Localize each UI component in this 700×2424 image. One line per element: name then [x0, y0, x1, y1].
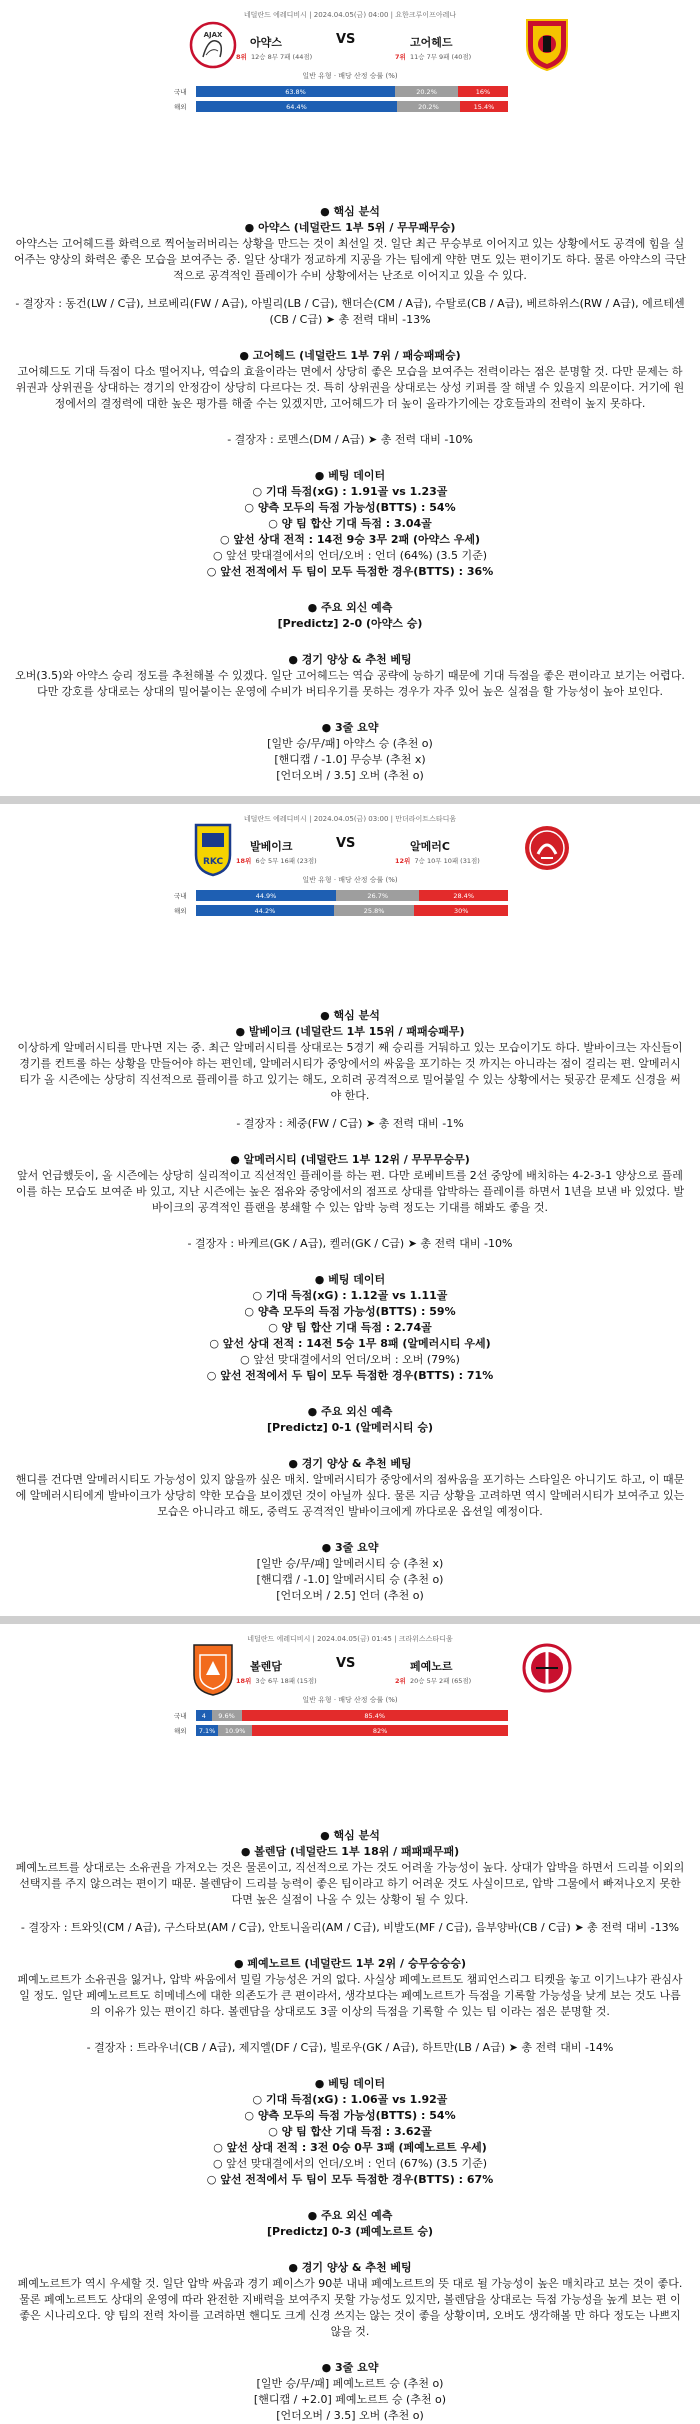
odds-away-seg: 16%	[458, 86, 508, 97]
almere-logo-icon	[522, 818, 572, 876]
odds-draw-seg: 26.7%	[336, 890, 419, 901]
away-analysis-heading: ● 고어헤드 (네덜란드 1부 7위 / 패승패패승)	[239, 349, 461, 362]
betting-data-title: ● 베팅 데이터	[314, 1273, 386, 1286]
analysis-body	[0, 1008, 700, 1616]
bet-line: ○ 기대 득점(xG) : 1.06골 vs 1.92골	[252, 2093, 448, 2106]
bet-line: ○ 앞선 상대 전적 : 3전 0승 0무 3패 (페예노르트 우세)	[213, 2141, 487, 2154]
away-team-name: 알메러C	[410, 840, 450, 853]
bet-line: ○ 앞선 전적에서 두 팀이 모두 득점한 경우(BTTS) : 67%	[206, 2173, 494, 2186]
odds-home-seg: 44.9%	[196, 890, 336, 901]
svg-text:RKC: RKC	[202, 857, 224, 867]
bet-line: ○ 기대 득점(xG) : 1.91골 vs 1.23골	[252, 485, 448, 498]
bet-line: ○ 양 팀 합산 기대 득점 : 3.62골	[268, 2125, 432, 2138]
match-header	[0, 1624, 700, 1704]
summary-line: [핸디캡 / -1.0] 무승부 (추천 x)	[274, 753, 426, 766]
away-analysis-text: 앞서 언급했듯이, 올 시즌에는 상당히 실리적이고 직선적인 플레이를 하는 편. 다만 로베비트를 2선 중앙에 배치하는 4-2-3-1 양상으로 플레이를 하는 모습도 보여준 바 있고, 지난 시즌에는 높은 점유와 중앙에서의 점프로 상대를 압박하는 플레이를 하면서 1년을 보낸 바 있었다. 발바이크의 공격적인 플랜을 봉쇄할 수 있는 압박 능력 정도는 기대를 해봐도 좋을 것.	[15, 1169, 685, 1214]
odds-draw-seg: 20.2%	[397, 101, 460, 112]
analysis-body	[0, 204, 700, 796]
odds-title: 일반 유형 · 배당 산정 승률 (%)	[302, 1696, 398, 1704]
home-analysis-text: 페예노르트를 상대로는 소유권을 가져오는 것은 물론이고, 직선적으로 가는 것도 어려울 가능성이 높다. 상대가 압박을 하면서 드리블 이외의 선택지를 주지 않으려는 편이기 때문. 볼렌담이 드리블 능력이 좋은 팀이라고 하기 어려운 것도 사실이므로, 압박 그물에서 빠져나오지 못한다면 높은 실점이 나올 수 있는 상황이 될 수 있다.	[15, 1861, 685, 1906]
summary-line: [핸디캡 / +2.0] 페예노르트 승 (추천 o)	[253, 2393, 447, 2406]
feyenoord-logo-icon	[522, 1638, 572, 1696]
odds-draw-seg: 20.2%	[395, 86, 458, 97]
summary-line: [일반 승/무/패] 알메러시티 승 (추천 x)	[256, 1557, 444, 1570]
away-analysis-text: 고어헤드도 기대 득점이 다소 떨어지나, 역습의 효율이라는 면에서 상당히 좋은 모습을 보여주는 전력이라는 점은 분명할 것. 다만 문제는 하위권과 상위권을 상대하는 경기의 안정감이 상당히 다르다는 것. 특히 상위권을 상대로는 상성 키퍼를 잘 해낼 수 있을지 의문이다. 거기에 원정에서의 결정력에 대한 높은 평가를 해줄 수는 있겠지만, 고어헤드가 더 높이 올라가기에는 강호들과의 전력이 높지 못하다.	[15, 365, 685, 410]
away-team-name: 페예노르	[410, 1660, 453, 1673]
summary-line: [핸디캡 / -1.0] 알메러시티 승 (추천 o)	[256, 1573, 444, 1586]
odds-bar-overseas: 해외 44.2% 25.8% 30%	[196, 905, 508, 916]
odds-home-seg: 44.2%	[196, 905, 334, 916]
away-analysis-text: 페예노르트가 소유권을 잃거나, 압박 싸움에서 밀릴 가능성은 거의 없다. 사실상 페예노르트도 챔피언스리그 티켓을 놓고 이기느냐가 관심사일 정도. 일단 페예노르트도 히메네스에 대한 의존도가 큰 편이라서, 생각보다는 페예노르트가 득점을 기록할 가능성을 낮게 보는 것도 나름의 이유가 있는 편이긴 하다. 볼렌담을 상대로도 3골 이상의 득점을 기록할 수 있는 팀 이라는 점은 분명할 것.	[17, 1973, 683, 2018]
home-injuries: - 결장자 : 체중(FW / C급) ➤ 총 전력 대비 -1%	[236, 1117, 464, 1130]
flow-title: ● 경기 양상 & 추천 베팅	[288, 2261, 412, 2274]
flow-text: 오버(3.5)와 아약스 승리 정도를 추천해볼 수 있겠다. 일단 고어헤드는 역습 공략에 능하기 때문에 기대 득점을 좋은 편이라고 보기는 어렵다. 다만 강호를 상대로는 상대의 밀어붙이는 운영에 수비가 버티우기를 못하는 경우가 자주 있어 높은 실점을 할 가능성이 높아 보인다.	[15, 669, 685, 698]
odds-title: 일반 유형 · 배당 산정 승률 (%)	[302, 72, 398, 80]
betting-data-title: ● 베팅 데이터	[314, 469, 386, 482]
odds-away-seg: 28.4%	[419, 890, 508, 901]
odds-bar-domestic: 국내 4 9.6% 85.4%	[196, 1710, 508, 1721]
bet-line: ○ 양측 모두의 득점 가능성(BTTS) : 59%	[244, 1305, 456, 1318]
analysis-body	[0, 1828, 700, 2424]
summary-line: [언더오버 / 2.5] 언더 (추천 o)	[276, 1589, 424, 1602]
prediction-title: ● 주요 외신 예측	[307, 601, 393, 614]
match-header	[0, 0, 700, 80]
vs-label: VS	[336, 836, 356, 851]
core-analysis-title: ● 핵심 분석	[320, 205, 380, 218]
league-line: 네덜란드 에레디비시 | 2024.04.05(금) 04:00 | 요한크루이프아레나	[243, 11, 457, 19]
odds-home-seg: 64.4%	[196, 101, 397, 112]
core-analysis-title: ● 핵심 분석	[320, 1009, 380, 1022]
odds-bar-domestic: 국내 63.8% 20.2% 16%	[196, 86, 508, 97]
bet-line: ○ 앞선 상대 전적 : 14전 5승 1무 8패 (알메러시티 우세)	[209, 1337, 491, 1350]
flow-title: ● 경기 양상 & 추천 베팅	[288, 653, 412, 666]
home-team-name: 볼렌담	[250, 1660, 282, 1673]
away-injuries: - 결장자 : 로멘스(DM / A급) ➤ 총 전력 대비 -10%	[227, 433, 473, 446]
summary-line: [언더오버 / 3.5] 오버 (추천 o)	[276, 2409, 424, 2422]
match-header	[0, 804, 700, 884]
home-analysis-heading: ● 아약스 (네덜란드 1부 5위 / 무무패무승)	[244, 221, 456, 234]
home-analysis-heading: ● 볼렌담 (네덜란드 1부 18위 / 패패패무패)	[240, 1845, 460, 1858]
home-analysis-text: 아약스는 고어헤드를 화력으로 찍어눌러버리는 상황을 만드는 것이 최선일 것. 일단 최근 무승부로 이어지고 있는 상황에서도 공격에 힘을 실어주는 양상의 화력은 좋은 모습을 보여주는 중. 일단 상대가 정교하게 지공을 가는 팀에게 약한 면도 있는 편이기도 하다. 물론 아약스의 극단적으로 공격적인 플레이가 수비 상황에서는 난조로 이어지고 있을 수 있다.	[14, 237, 686, 282]
goahead-logo-icon	[522, 14, 572, 72]
away-record: 2위 20승 5무 2패 (65점)	[395, 1677, 472, 1685]
bet-line: ○ 앞선 전적에서 두 팀이 모두 득점한 경우(BTTS) : 71%	[206, 1369, 494, 1382]
summary-line: [일반 승/무/패] 페예노르트 승 (추천 o)	[256, 2377, 444, 2390]
home-analysis-text: 이상하게 알메러시티를 만나면 지는 중. 최근 알메러시티를 상대로는 5경기 째 승리를 거둬하고 있는 모습이기도 하다. 발바이크는 자신들이 경기를 컨트롤 하는 상황을 만들어야 하는 편인데, 알메러시티가 중앙에서의 싸움을 포기하는 것 까지는 아니라는 점이 걸리는 편. 알메러시티가 올 시즌에는 상당히 직선적으로 플레이를 하고 있기는 해도, 오히려 공격적으로 밀어붙일 수 있는 상황에서는 뒷공간 문제도 신경을 써야 한다.	[17, 1041, 683, 1102]
bet-line: ○ 양측 모두의 득점 가능성(BTTS) : 54%	[244, 2109, 456, 2122]
home-record: 18위 6승 5무 16패 (23점)	[236, 857, 317, 865]
vs-label: VS	[336, 1656, 356, 1671]
core-analysis-title: ● 핵심 분석	[320, 1829, 380, 1842]
vs-label: VS	[336, 32, 356, 47]
odds-bar-domestic: 국내 44.9% 26.7% 28.4%	[196, 890, 508, 901]
summary-line: [일반 승/무/패] 아약스 승 (추천 o)	[267, 737, 433, 750]
rkc-logo-icon	[188, 821, 238, 877]
flow-text: 핸디를 건다면 알메러시티도 가능성이 있지 않을까 싶은 매치. 알메러시티가 중앙에서의 점싸움을 포기하는 스타일은 아니기도 하고, 이 때문에 알메러시티에게 발바이크가 상당히 약한 모습을 보이겠던 것이 아닐까 싶다. 물론 지금 상황을 고려하면 역시 알메러시티가 보여주고 있는 모습은 아니라고 해도, 중력도 공격적인 발바이크에게 까다로운 옵션일 예정이다.	[15, 1473, 685, 1518]
league-line: 네덜란드 에레디비시 | 2024.04.05(금) 03:00 | 만더라이트스타디움	[243, 815, 457, 823]
section-divider	[0, 1616, 700, 1624]
odds-draw-seg: 9.6%	[212, 1710, 242, 1721]
bet-line: ○ 기대 득점(xG) : 1.12골 vs 1.11골	[252, 1289, 448, 1302]
prediction-text: [Predictz] 0-1 (알메러시티 승)	[267, 1421, 433, 1434]
home-team-name: 발베이크	[250, 840, 293, 853]
prediction-title: ● 주요 외신 예측	[307, 1405, 393, 1418]
odds-away-seg: 85.4%	[242, 1710, 508, 1721]
bet-line: ○ 양 팀 합산 기대 득점 : 2.74골	[268, 1321, 432, 1334]
flow-text: 페예노르트가 역시 우세할 것. 일단 압박 싸움과 경기 페이스가 90분 내내 페예노르트의 뜻 대로 될 가능성이 높은 매치라고 보는 것이 좋다. 물론 페예노르트도 상대의 운영에 따라 완전한 지배력을 보여주지 못할 가능성도 있지만, 볼렌담을 상대로는 득점 가능성을 높게 보는 편 이 좋은 시나리오다. 양 팀의 전력 차이를 고려하면 핸디도 크게 신경 쓰지는 않는 것이 좋을 상황이며, 오버도 생각해볼 만 하다 정도는 나쁘지 않을 것.	[17, 2277, 683, 2338]
odds-away-seg: 15.4%	[460, 101, 508, 112]
odds-away-seg: 30%	[414, 905, 508, 916]
summary-line: [언더오버 / 3.5] 오버 (추천 o)	[276, 769, 424, 782]
odds-title: 일반 유형 · 배당 산정 승률 (%)	[302, 876, 398, 884]
odds-draw-seg: 10.9%	[218, 1725, 252, 1736]
svg-text:AJAX: AJAX	[203, 31, 223, 39]
prediction-text: [Predictz] 0-3 (페예노르트 승)	[267, 2225, 433, 2238]
away-team-name: 고어헤드	[410, 36, 453, 49]
bet-line: ○ 앞선 맞대결에서의 언더/오버 : 언더 (64%) (3.5 기준)	[212, 549, 488, 562]
flow-title: ● 경기 양상 & 추천 베팅	[288, 1457, 412, 1470]
bet-line: ○ 앞선 전적에서 두 팀이 모두 득점한 경우(BTTS) : 36%	[206, 565, 494, 578]
away-record: 7위 11승 7무 9패 (40점)	[395, 53, 472, 61]
ajax-logo-icon	[188, 17, 238, 73]
odds-bar-overseas: 해외 7.1% 10.9% 82%	[196, 1725, 508, 1736]
home-injuries: - 결장자 : 트와잇(CM / A급), 구스타보(AM / C급), 안토니올리(AM / C급), 비발도(MF / C급), 음부양바(CB / C급) ➤ 총 전력 대비 -13%	[20, 1921, 680, 1934]
summary-title: ● 3줄 요약	[321, 721, 379, 734]
prediction-title: ● 주요 외신 예측	[307, 2209, 393, 2222]
bet-line: ○ 앞선 상대 전적 : 14전 9승 3무 2패 (아약스 우세)	[219, 533, 480, 546]
summary-title: ● 3줄 요약	[321, 2361, 379, 2374]
match-card-1	[0, 0, 700, 796]
match-card-3	[0, 1624, 700, 2424]
bet-line: ○ 앞선 맞대결에서의 언더/오버 : 오버 (79%)	[240, 1353, 460, 1366]
home-record: 18위 3승 6무 18패 (15점)	[236, 1677, 317, 1685]
home-analysis-heading: ● 발베이크 (네덜란드 1부 15위 / 패패승패무)	[235, 1025, 465, 1038]
odds-home-seg: 63.8%	[196, 86, 395, 97]
summary-title: ● 3줄 요약	[321, 1541, 379, 1554]
odds-draw-seg: 25.8%	[334, 905, 414, 916]
home-team-name: 아약스	[250, 36, 282, 49]
home-injuries: - 결장자 : 동건(LW / C급), 브로베리(FW / A급), 아빌리(LB / C급), 핸더슨(CM / A급), 수탈로(CB / A급), 베르하위스(RW / A급), 에르테센(CB / C급) ➤ 총 전력 대비 -13%	[15, 297, 685, 326]
odds-bar-overseas: 해외 64.4% 20.2% 15.4%	[196, 101, 508, 112]
away-analysis-heading: ● 페예노르트 (네덜란드 1부 2위 / 승무승승승)	[234, 1957, 466, 1970]
away-record: 12위 7승 10무 10패 (31점)	[395, 857, 480, 865]
odds-home-seg: 4	[196, 1710, 212, 1721]
betting-data-title: ● 베팅 데이터	[314, 2077, 386, 2090]
away-analysis-heading: ● 알메러시티 (네덜란드 1부 12위 / 무무무승무)	[230, 1153, 470, 1166]
away-injuries: - 결장자 : 트라우너(CB / A급), 제지엘(DF / C급), 빌로우(GK / A급), 하트만(LB / A급) ➤ 총 전력 대비 -14%	[86, 2041, 614, 2054]
volendam-logo-icon	[188, 1641, 238, 1697]
odds-home-seg: 7.1%	[196, 1725, 218, 1736]
home-record: 8위 12승 8무 7패 (44점)	[236, 53, 313, 61]
match-card-2	[0, 804, 700, 1616]
prediction-text: [Predictz] 2-0 (아약스 승)	[277, 617, 423, 630]
bet-line: ○ 양 팀 합산 기대 득점 : 3.04골	[268, 517, 432, 530]
away-injuries: - 결장자 : 바케르(GK / A급), 켈러(GK / C급) ➤ 총 전력 대비 -10%	[187, 1237, 513, 1250]
section-divider	[0, 796, 700, 804]
bet-line: ○ 양측 모두의 득점 가능성(BTTS) : 54%	[244, 501, 456, 514]
odds-away-seg: 82%	[252, 1725, 508, 1736]
bet-line: ○ 앞선 맞대결에서의 언더/오버 : 언더 (67%) (3.5 기준)	[212, 2157, 488, 2170]
league-line: 네덜란드 에레디비시 | 2024.04.05(금) 01:45 | 크라위스스타디움	[247, 1635, 453, 1643]
